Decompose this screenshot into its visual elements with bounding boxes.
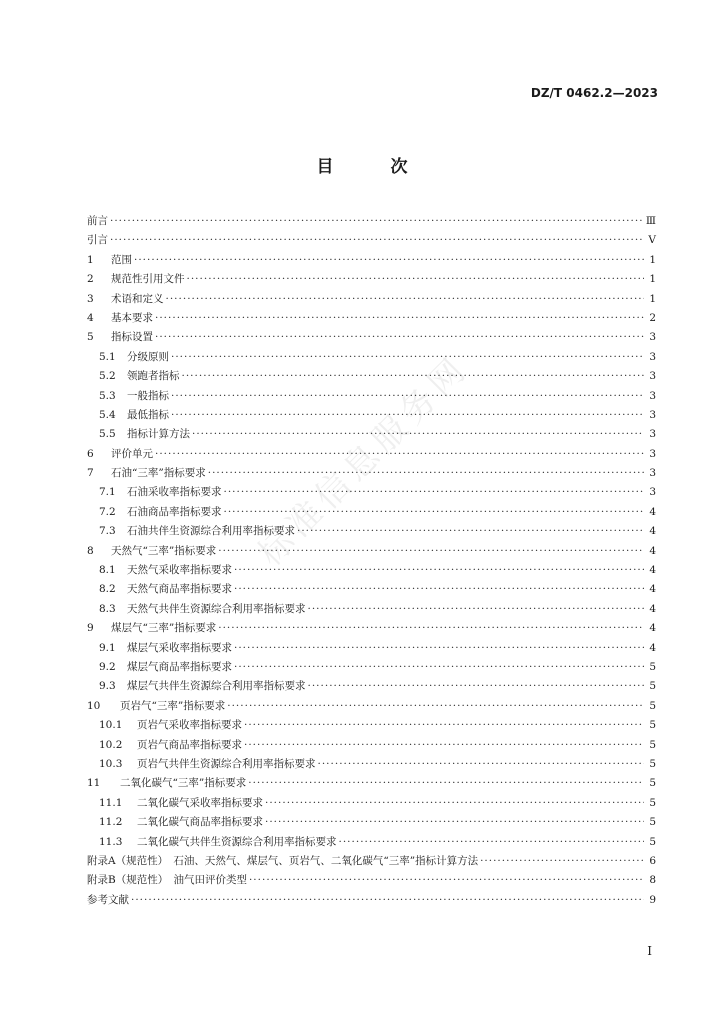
page-title: 目 次 [316,157,428,177]
toc-leader-dots [244,736,644,755]
toc-entry-label [99,367,180,386]
toc-leader-dots [171,348,644,367]
toc-entry-label [99,425,190,444]
toc-entry-number: 9.3 [99,680,116,693]
toc-entry[interactable] [87,348,656,367]
toc-entry-label [87,270,185,289]
toc-leader-dots [134,251,644,270]
toc-entry-label [99,736,242,755]
toc-entry[interactable] [87,387,656,406]
toc-entry-page: 5 [649,796,656,809]
toc-entry-title: 二氧化碳气“三率”指标要求 [120,777,247,790]
toc-leader-dots [155,309,644,328]
toc-entry-page: 4 [649,583,656,596]
toc-entry-title: 石油采收率指标要求 [127,486,222,499]
toc-entry-number: 7 [87,467,94,480]
toc-entry-title: 天然气“三率”指标要求 [111,544,217,557]
toc-entry-page: 3 [649,370,656,383]
toc-entry-page: 1 [649,292,656,305]
toc-entry-number: 8.1 [99,564,116,577]
toc-entry-label [87,852,478,871]
toc-entry-page: 3 [649,486,656,499]
toc-entry[interactable] [87,406,656,425]
toc-entry-label [87,774,246,793]
toc-entry-page: 4 [649,602,656,615]
toc-leader-dots [218,619,644,638]
toc-entry-title: 评价单元 [111,447,153,460]
toc-entry-label [87,697,225,716]
table-of-contents [87,212,656,910]
toc-entry-label [99,580,232,599]
toc-entry-number: 11.1 [99,796,123,809]
toc-entry-label [87,542,216,561]
toc-entry[interactable] [87,658,656,677]
toc-entry-title: 一般指标 [127,389,169,402]
toc-leader-dots [234,639,644,658]
toc-entry-label [87,871,247,890]
toc-entry-number: 4 [87,311,94,324]
toc-entry-title: 引言 [87,234,108,247]
toc-leader-dots [187,270,645,289]
toc-leader-dots [234,658,644,677]
toc-entry-page: 5 [649,699,656,712]
toc-entry-page: 8 [649,874,656,887]
toc-entry-number: 3 [87,292,94,305]
toc-entry-title: 煤层气商品率指标要求 [127,660,232,673]
toc-entry-label [87,445,153,464]
toc-entry-page: 3 [649,447,656,460]
toc-entry-title: 指标设置 [111,331,153,344]
toc-entry-page: 9 [649,893,656,906]
toc-entry[interactable] [87,290,656,309]
toc-entry-page: Ⅲ [645,215,656,227]
toc-entry-page: 4 [649,544,656,557]
toc-entry-number: 11.2 [99,816,123,829]
toc-entry-page: 4 [649,505,656,518]
toc-entry-number: 7.2 [99,505,116,518]
toc-entry-label [99,348,169,367]
toc-entry[interactable] [87,522,656,541]
toc-leader-dots [249,871,644,890]
toc-entry[interactable] [87,464,656,483]
toc-entry-title: 二氧化碳气共伴生资源综合利用率指标要求 [137,835,337,848]
toc-entry[interactable] [87,212,656,231]
toc-entry-page: 5 [649,757,656,770]
toc-leader-dots [131,891,644,910]
toc-entry-number: 2 [87,273,94,286]
toc-entry-page: 5 [649,719,656,732]
toc-entry-page: 3 [649,408,656,421]
toc-entry-page: 5 [649,680,656,693]
toc-entry-label [99,503,222,522]
toc-leader-dots [234,561,644,580]
toc-leader-dots [227,697,644,716]
toc-entry-page: 3 [649,389,656,402]
toc-entry-number: 5.2 [99,370,116,383]
toc-entry-page: 3 [649,350,656,363]
toc-entry-page: 5 [649,738,656,751]
toc-entry-title: 术语和定义 [111,292,164,305]
standard-number: DZ/T 0462.2—2023 [530,86,658,100]
toc-entry[interactable] [87,231,656,250]
toc-entry-title: 附录B（规范性） 油气田评价类型 [87,874,247,887]
toc-entry[interactable] [87,445,656,464]
toc-leader-dots [224,503,645,522]
toc-entry-number: 5.4 [99,408,116,421]
toc-entry-title: 分级原则 [127,350,169,363]
toc-entry-label [87,464,206,483]
toc-entry-label [99,561,232,580]
toc-entry[interactable] [87,580,656,599]
toc-entry-label [99,522,295,541]
toc-entry-label [99,833,337,852]
toc-entry-title: 天然气共伴生资源综合利用率指标要求 [127,602,306,615]
page-number: I [647,944,652,958]
toc-leader-dots [110,212,644,231]
toc-entry-title: 页岩气商品率指标要求 [137,738,242,751]
toc-leader-dots [234,580,644,599]
toc-entry[interactable] [87,425,656,444]
toc-leader-dots [171,406,644,425]
toc-entry-label [99,755,316,774]
toc-entry-title: 二氧化碳气商品率指标要求 [137,816,263,829]
toc-leader-dots [248,774,644,793]
toc-entry[interactable] [87,619,656,638]
toc-entry-title: 煤层气采收率指标要求 [127,641,232,654]
toc-entry-page: 2 [649,311,656,324]
toc-entry[interactable] [87,251,656,270]
toc-entry-number: 10.2 [99,738,123,751]
toc-leader-dots [265,813,644,832]
toc-entry-number: 8.2 [99,583,116,596]
toc-entry-label [87,231,108,250]
toc-entry-title: 煤层气“三率”指标要求 [111,622,217,635]
toc-entry-title: 领跑者指标 [127,370,180,383]
toc-entry-page: 3 [649,331,656,344]
toc-entry-page: 4 [649,622,656,635]
toc-entry-label [87,309,153,328]
toc-entry-label [87,619,216,638]
watermark: 标准信息服务网 [250,347,477,574]
toc-entry-number: 5 [87,331,94,344]
toc-leader-dots [244,716,644,735]
toc-entry-label [99,483,222,502]
toc-entry[interactable] [87,716,656,735]
toc-entry-page: 4 [649,564,656,577]
toc-entry-label [99,813,263,832]
toc-leader-dots [155,328,644,347]
toc-entry-page: 1 [649,253,656,266]
toc-entry-number: 9.2 [99,660,116,673]
toc-entry[interactable] [87,697,656,716]
toc-entry-page: 5 [649,816,656,829]
toc-entry-page: 5 [649,777,656,790]
toc-entry-page: Ⅴ [648,234,656,247]
toc-leader-dots [110,231,644,250]
toc-leader-dots [265,794,644,813]
toc-leader-dots [192,425,644,444]
toc-entry[interactable] [87,891,656,910]
toc-leader-dots [318,755,645,774]
toc-leader-dots [308,600,645,619]
toc-entry-label [87,290,164,309]
toc-entry[interactable] [87,833,656,852]
toc-entry-title: 石油“三率”指标要求 [111,467,206,480]
toc-entry-number: 5.5 [99,428,116,441]
toc-entry-title: 基本要求 [111,311,153,324]
toc-leader-dots [308,677,645,696]
toc-entry-page: 1 [649,273,656,286]
toc-leader-dots [297,522,644,541]
toc-entry[interactable] [87,774,656,793]
toc-entry[interactable] [87,483,656,502]
toc-leader-dots [224,483,645,502]
toc-leader-dots [480,852,644,871]
toc-entry[interactable] [87,736,656,755]
toc-entry[interactable] [87,561,656,580]
toc-entry-number: 8.3 [99,602,116,615]
toc-entry-page: 4 [649,641,656,654]
toc-entry-label [87,212,108,231]
toc-entry[interactable] [87,871,656,890]
toc-entry-label [99,716,242,735]
toc-entry[interactable] [87,794,656,813]
toc-entry-page: 3 [649,467,656,480]
toc-entry-title: 规范性引用文件 [111,273,185,286]
toc-entry-title: 煤层气共伴生资源综合利用率指标要求 [127,680,306,693]
toc-leader-dots [218,542,644,561]
toc-entry-title: 前言 [87,215,108,227]
toc-entry-title: 天然气商品率指标要求 [127,583,232,596]
toc-entry[interactable] [87,813,656,832]
toc-entry[interactable] [87,542,656,561]
toc-entry-page: 6 [649,854,656,867]
toc-entry-label [99,406,169,425]
toc-entry-title: 范围 [111,253,132,266]
toc-entry-title: 页岩气“三率”指标要求 [120,699,226,712]
toc-leader-dots [166,290,645,309]
toc-entry-number: 8 [87,544,94,557]
toc-entry-number: 7.1 [99,486,116,499]
toc-entry-label [99,658,232,677]
toc-entry[interactable] [87,852,656,871]
toc-entry[interactable] [87,755,656,774]
toc-entry-title: 二氧化碳气采收率指标要求 [137,796,263,809]
toc-entry-number: 11 [87,777,101,790]
toc-entry[interactable] [87,270,656,289]
toc-entry-title: 石油商品率指标要求 [127,505,222,518]
toc-entry-page: 5 [649,660,656,673]
toc-entry-number: 6 [87,447,94,460]
toc-entry-number: 9.1 [99,641,116,654]
toc-entry[interactable] [87,309,656,328]
toc-leader-dots [155,445,644,464]
toc-entry-number: 5.1 [99,350,116,363]
toc-leader-dots [182,367,645,386]
toc-entry-label [99,600,306,619]
toc-entry-number: 7.3 [99,525,116,538]
toc-entry[interactable] [87,328,656,347]
toc-entry-page: 3 [649,428,656,441]
toc-entry-title: 参考文献 [87,893,129,906]
toc-entry-label [87,251,132,270]
toc-entry[interactable] [87,677,656,696]
toc-entry-label [99,639,232,658]
toc-entry-number: 10.3 [99,757,123,770]
toc-entry-title: 最低指标 [127,408,169,421]
toc-entry-label [87,328,153,347]
toc-entry-page: 5 [649,835,656,848]
toc-entry-title: 附录A（规范性） 石油、天然气、煤层气、页岩气、二氧化碳气“三率”指标计算方法 [87,854,479,867]
toc-leader-dots [208,464,644,483]
toc-entry-label [87,891,129,910]
toc-entry-title: 指标计算方法 [127,428,190,441]
toc-entry-number: 9 [87,622,94,635]
toc-entry-number: 5.3 [99,389,116,402]
toc-entry-number: 10 [87,699,101,712]
toc-entry[interactable] [87,503,656,522]
toc-entry-title: 石油共伴生资源综合利用率指标要求 [127,525,295,538]
toc-leader-dots [171,387,644,406]
toc-entry[interactable] [87,639,656,658]
toc-entry-title: 页岩气采收率指标要求 [137,719,242,732]
toc-entry-number: 10.1 [99,719,123,732]
toc-entry-page: 4 [649,525,656,538]
toc-entry-label [99,794,263,813]
toc-entry-title: 天然气采收率指标要求 [127,564,232,577]
toc-entry[interactable] [87,600,656,619]
toc-entry[interactable] [87,367,656,386]
toc-entry-label [99,387,169,406]
toc-leader-dots [339,833,645,852]
toc-entry-title: 页岩气共伴生资源综合利用率指标要求 [137,757,316,770]
toc-entry-number: 11.3 [99,835,123,848]
toc-entry-number: 1 [87,253,94,266]
toc-entry-label [99,677,306,696]
